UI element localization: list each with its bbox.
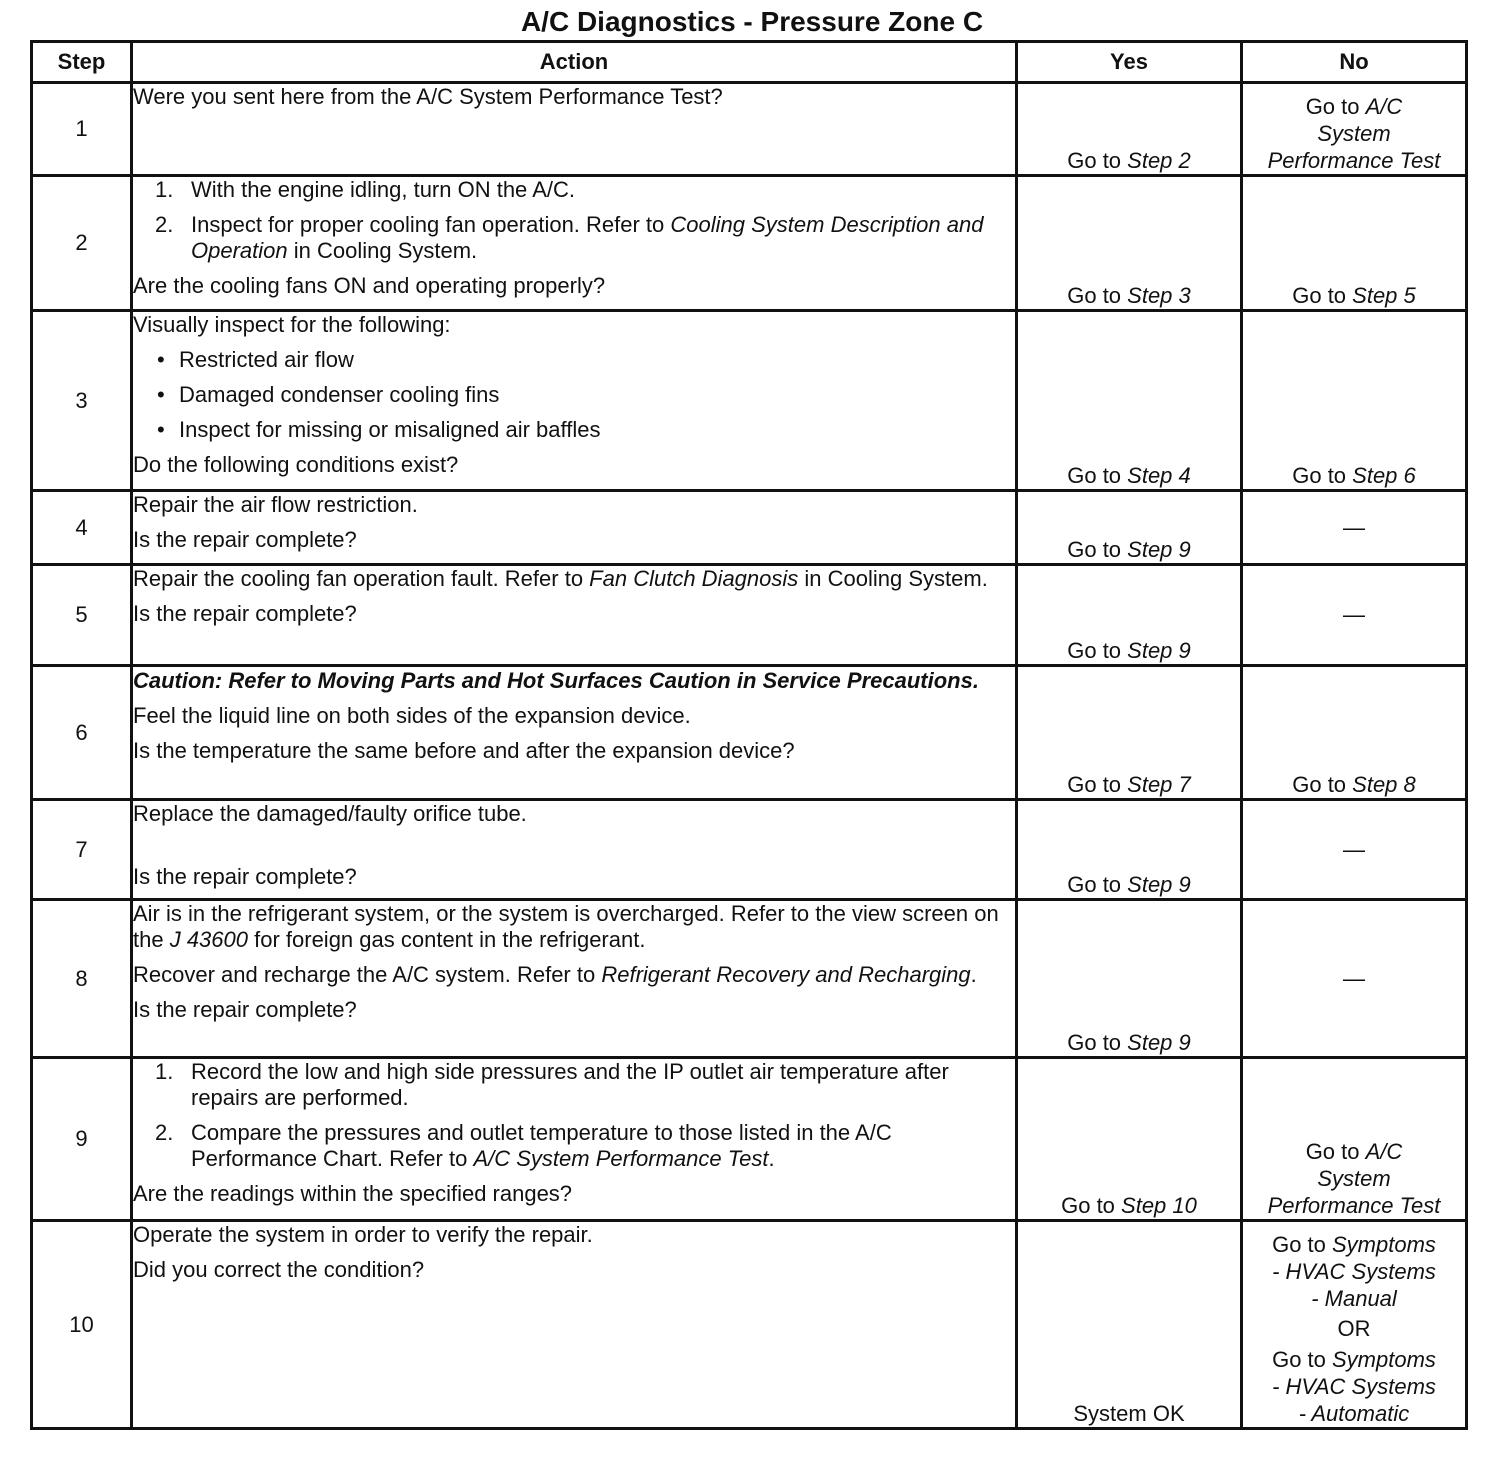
action-question: Is the temperature the same before and after the expansion device? xyxy=(133,738,795,763)
tool-reference[interactable]: J 43600 xyxy=(169,927,248,952)
step-link[interactable]: Step 10 xyxy=(1121,1193,1197,1218)
action-cell xyxy=(132,1221,1017,1429)
procedure-link[interactable]: Symptoms xyxy=(1332,1232,1436,1257)
action-question: Are the readings within the specified ranges? xyxy=(133,1181,573,1206)
action-question: Are the cooling fans ON and operating properly? xyxy=(133,273,606,298)
procedure-link[interactable]: Symptoms xyxy=(1332,1347,1436,1372)
diagnostic-table xyxy=(30,40,1468,1430)
action-cell xyxy=(132,666,1017,800)
procedure-link[interactable]: - Manual xyxy=(1311,1286,1397,1311)
header-yes: Yes xyxy=(1017,42,1242,83)
table-row xyxy=(32,176,1467,311)
action-question: Is the repair complete? xyxy=(133,601,357,626)
table-row xyxy=(32,900,1467,1058)
step-link[interactable]: Step 9 xyxy=(1127,638,1191,663)
no-cell: Go to A/C System Performance Test xyxy=(1242,83,1467,176)
procedure-link[interactable]: System xyxy=(1317,1166,1391,1191)
action-text: Air is in the refrigerant system, or the system is overcharged. Refer to the view screen on the J 43600 for foreign gas content in the refrigerant. xyxy=(133,901,999,952)
step-number: 1 xyxy=(32,83,132,176)
numbered-item: 2. Compare the pressures and outlet temperature to those listed in the A/C Performance Chart. Refer to A/C System Performance Test. xyxy=(155,1120,892,1171)
table-row xyxy=(32,491,1467,565)
bullet-item: • Restricted air flow xyxy=(157,347,354,372)
numbered-item: 1. With the engine idling, turn ON the A/C. xyxy=(155,177,575,202)
step-number: 9 xyxy=(32,1058,132,1221)
action-question: Is the repair complete? xyxy=(133,527,357,552)
no-dash: — xyxy=(1343,514,1365,540)
step-link[interactable]: Step 8 xyxy=(1352,772,1416,797)
yes-cell xyxy=(1017,1221,1242,1429)
action-text: Operate the system in order to verify the repair. xyxy=(133,1222,593,1247)
no-cell: Go to A/C System Performance Test xyxy=(1242,1058,1467,1221)
step-number: 2 xyxy=(32,176,132,311)
step-link[interactable]: Step 9 xyxy=(1127,537,1191,562)
step-link[interactable]: Step 7 xyxy=(1127,772,1191,797)
procedure-link[interactable]: - HVAC Systems xyxy=(1272,1259,1436,1284)
procedure-link[interactable]: - HVAC Systems xyxy=(1272,1374,1436,1399)
caution-text: Caution: Refer to Moving Parts and Hot Surfaces Caution in Service Precautions. xyxy=(133,668,979,693)
header-action: Action xyxy=(132,42,1017,83)
yes-cell: Go to Step 9 xyxy=(1017,800,1242,900)
bullet-item: • Inspect for missing or misaligned air baffles xyxy=(157,417,601,442)
procedure-link[interactable]: System xyxy=(1317,121,1391,146)
step-number: 7 xyxy=(32,800,132,900)
procedure-link[interactable]: Performance Test xyxy=(1267,1193,1441,1218)
procedure-link[interactable]: A/C System Performance Test xyxy=(473,1146,769,1171)
yes-cell: Go to Step 9 xyxy=(1017,491,1242,565)
procedure-link[interactable]: A/C xyxy=(1365,94,1403,119)
action-text: Recover and recharge the A/C system. Refer to Refrigerant Recovery and Recharging. xyxy=(133,962,977,987)
no-cell xyxy=(1242,491,1467,565)
action-cell xyxy=(132,900,1017,1058)
action-text: Feel the liquid line on both sides of the expansion device. xyxy=(133,703,691,728)
procedure-link[interactable]: - Automatic xyxy=(1298,1401,1410,1426)
yes-cell: Go to Step 7 xyxy=(1017,666,1242,800)
bullet-item: • Damaged condenser cooling fins xyxy=(157,382,500,407)
action-question: Is the repair complete? xyxy=(133,864,357,889)
numbered-item: 2. Inspect for proper cooling fan operation. Refer to Cooling System Description and Operation in Cooling System. xyxy=(155,212,984,263)
step-number: 8 xyxy=(32,900,132,1058)
no-cell xyxy=(1242,565,1467,666)
action-cell xyxy=(132,176,1017,311)
procedure-link[interactable]: Performance Test xyxy=(1267,148,1441,173)
yes-cell: Go to Step 2 xyxy=(1017,83,1242,176)
table-row xyxy=(32,83,1467,176)
yes-cell: Go to Step 3 xyxy=(1017,176,1242,311)
header-step: Step xyxy=(32,42,132,83)
step-number: 3 xyxy=(32,311,132,491)
yes-cell: Go to Step 10 xyxy=(1017,1058,1242,1221)
page-title: A/C Diagnostics - Pressure Zone C xyxy=(520,6,984,37)
no-cell xyxy=(1242,800,1467,900)
step-number: 6 xyxy=(32,666,132,800)
no-cell: Go to Step 5 xyxy=(1242,176,1467,311)
procedure-link[interactable]: Refrigerant Recovery and Recharging xyxy=(601,962,971,987)
action-text: Repair the air flow restriction. xyxy=(133,492,418,517)
header-no: No xyxy=(1242,42,1467,83)
action-question: Were you sent here from the A/C System Performance Test? xyxy=(133,84,723,109)
table-row xyxy=(32,666,1467,800)
no-cell: Go to Symptoms - HVAC Systems - Manual OR Go to Symptoms - HVAC Systems - Automatic xyxy=(1242,1221,1467,1429)
action-cell xyxy=(132,565,1017,666)
numbered-item: 1. Record the low and high side pressures and the IP outlet air temperature after repairs are performed. xyxy=(155,1059,949,1110)
procedure-link[interactable]: Fan Clutch Diagnosis xyxy=(589,566,799,591)
table-row xyxy=(32,311,1467,491)
action-text: Replace the damaged/faulty orifice tube. xyxy=(133,801,527,826)
table-row xyxy=(32,800,1467,900)
or-separator: OR xyxy=(1337,1316,1371,1341)
step-link[interactable]: Step 6 xyxy=(1352,463,1416,488)
step-link[interactable]: Step 4 xyxy=(1127,463,1191,488)
step-number: 10 xyxy=(32,1221,132,1429)
table-row xyxy=(32,1221,1467,1429)
system-ok-text: System OK xyxy=(1073,1401,1185,1426)
yes-cell: Go to Step 4 xyxy=(1017,311,1242,491)
header-row xyxy=(32,42,1467,83)
step-link[interactable]: Step 5 xyxy=(1352,283,1416,308)
no-dash: — xyxy=(1343,836,1365,862)
step-link[interactable]: Step 3 xyxy=(1127,283,1191,308)
action-intro: Visually inspect for the following: xyxy=(133,312,451,337)
step-link[interactable]: Step 9 xyxy=(1127,1030,1191,1055)
table-row xyxy=(32,1058,1467,1221)
action-question: Do the following conditions exist? xyxy=(133,452,459,477)
step-number: 4 xyxy=(32,491,132,565)
no-cell: Go to Step 6 xyxy=(1242,311,1467,491)
action-cell xyxy=(132,83,1017,176)
step-link[interactable]: Step 2 xyxy=(1127,148,1191,173)
no-dash: — xyxy=(1343,965,1365,991)
action-cell xyxy=(132,491,1017,565)
table-row xyxy=(32,565,1467,666)
action-question: Did you correct the condition? xyxy=(133,1257,425,1282)
action-cell xyxy=(132,311,1017,491)
action-cell xyxy=(132,800,1017,900)
step-link[interactable]: Step 9 xyxy=(1127,872,1191,897)
step-number: 5 xyxy=(32,565,132,666)
action-cell xyxy=(132,1058,1017,1221)
procedure-link[interactable]: Cooling System Description and Operation xyxy=(191,212,984,263)
procedure-link[interactable]: A/C xyxy=(1365,1139,1403,1164)
no-cell xyxy=(1242,900,1467,1058)
no-cell: Go to Step 8 xyxy=(1242,666,1467,800)
no-dash: — xyxy=(1343,602,1365,627)
yes-cell: Go to Step 9 xyxy=(1017,900,1242,1058)
action-text: Repair the cooling fan operation fault. Refer to Fan Clutch Diagnosis in Cooling System. xyxy=(133,566,988,591)
yes-cell: Go to Step 9 xyxy=(1017,565,1242,666)
action-question: Is the repair complete? xyxy=(133,997,357,1022)
